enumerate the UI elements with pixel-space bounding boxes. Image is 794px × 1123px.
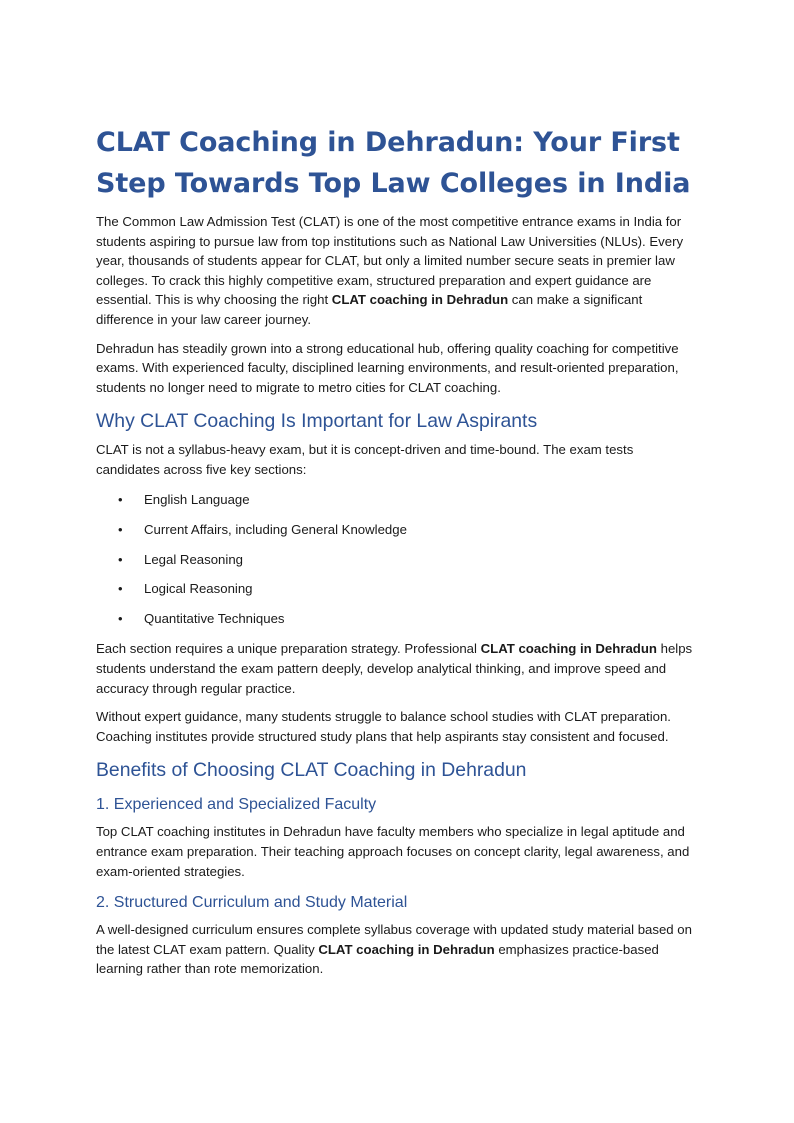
list-item-label: Quantitative Techniques <box>144 611 285 627</box>
benefit-2-keyword: CLAT coaching in Dehradun <box>318 941 495 957</box>
bullet-icon: • <box>118 521 123 537</box>
list-item-label: Legal Reasoning <box>144 551 243 567</box>
benefit-2-text-a: A well-designed curriculum ensures complete syllabus coverage with updated study material based on the latest CLAT exam pattern. Quality <box>96 922 692 957</box>
list-item-label: Logical Reasoning <box>144 581 253 597</box>
intro-paragraph-1-text-b: can make a significant difference in your law career journey. <box>96 292 643 327</box>
document-page <box>96 122 700 979</box>
why-paragraph-1: CLAT is not a syllabus-heavy exam, but it is concept-driven and time-bound. The exam tests candidates across five key sections: <box>96 442 634 477</box>
list-item <box>96 520 700 540</box>
why-keyword: CLAT coaching in Dehradun <box>480 641 657 657</box>
why-paragraph-2 <box>96 639 700 698</box>
bullet-icon: • <box>118 611 123 627</box>
list-item-label: Current Affairs, including General Knowledge <box>144 521 407 537</box>
bullet-icon: • <box>118 491 123 507</box>
intro-paragraph-1-text-a: The Common Law Admission Test (CLAT) is one of the most competitive entrance exams in India for students aspiring to pursue law from top institutions such as National Law Universities (NLUs). Every year, thousands of students appear for CLAT, but only a limited number secure seats in premier law colleges. To crack this highly competitive exam, structured preparation and expert guidance are essential. This is why choosing the right <box>96 214 684 308</box>
bullet-icon: • <box>118 581 123 597</box>
benefit-1-heading: 1. Experienced and Specialized Faculty <box>96 796 377 814</box>
sections-list <box>96 490 700 630</box>
why-paragraph-2-text-b: helps students understand the exam pattern deeply, develop analytical thinking, and improve speed and accuracy through regular practice. <box>96 641 693 696</box>
benefit-2-text <box>96 920 700 979</box>
why-paragraph-2-text-a: Each section requires a unique preparation strategy. Professional <box>96 641 481 657</box>
why-paragraph-3: Without expert guidance, many students struggle to balance school studies with CLAT preparation. Coaching institutes provide structured study plans that help aspirants stay consistent and focused. <box>96 709 671 744</box>
page-title: CLAT Coaching in Dehradun: Your First Step Towards Top Law Colleges in India <box>96 127 691 199</box>
benefit-1-text: Top CLAT coaching institutes in Dehradun have faculty members who specialize in legal aptitude and entrance exam preparation. Their teaching approach focuses on concept clarity, legal awareness, and exam-oriented strategies. <box>96 824 690 879</box>
list-item-label: English Language <box>144 491 250 507</box>
intro-keyword: CLAT coaching in Dehradun <box>331 292 509 308</box>
benefit-2-text-b: emphasizes practice-based learning rather than rote memorization. <box>96 941 659 977</box>
list-item <box>96 579 700 599</box>
list-item <box>96 490 700 510</box>
list-item <box>96 550 700 570</box>
benefits-heading: Benefits of Choosing CLAT Coaching in Dehradun <box>96 759 527 782</box>
why-heading: Why CLAT Coaching Is Important for Law Aspirants <box>96 410 538 433</box>
benefit-2-heading: 2. Structured Curriculum and Study Material <box>96 894 408 912</box>
intro-paragraph-2: Dehradun has steadily grown into a strong educational hub, offering quality coaching for competitive exams. With experienced faculty, disciplined learning environments, and result-oriented preparation, students no longer need to migrate to metro cities for CLAT coaching. <box>96 340 679 395</box>
list-item <box>96 609 700 629</box>
intro-paragraph-1 <box>96 212 700 330</box>
bullet-icon: • <box>118 551 123 567</box>
